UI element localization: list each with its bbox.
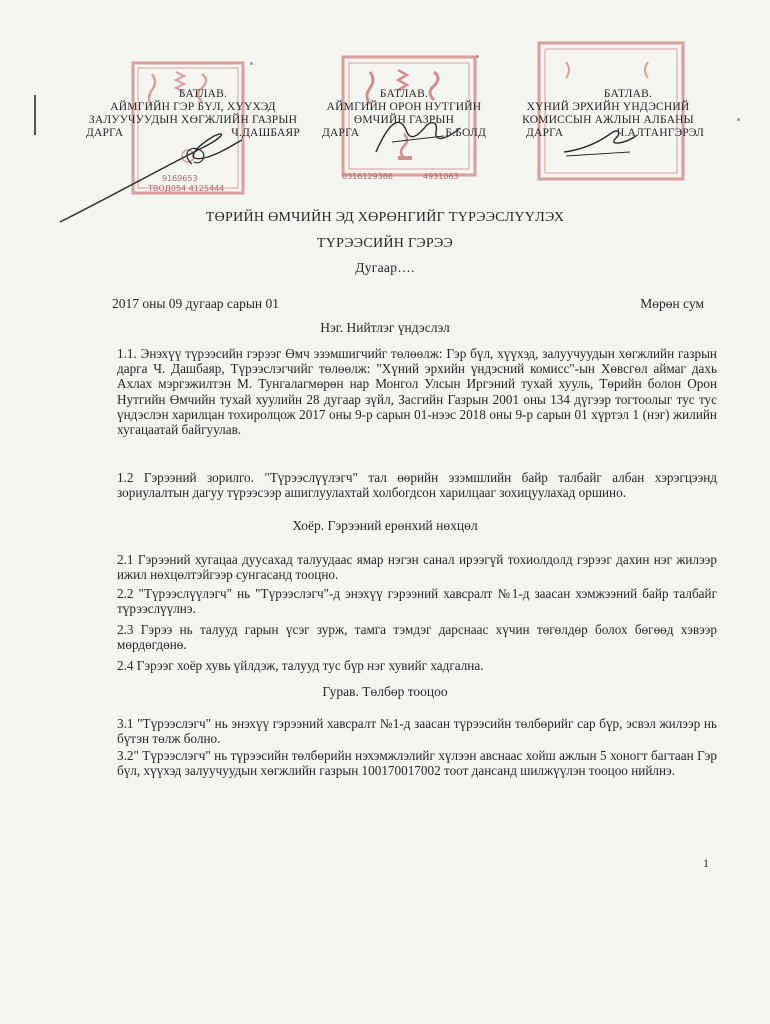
section-heading: Хоёр. Гэрээний ерөнхий нөхцөл	[292, 518, 478, 533]
paragraph-2-4: 2.4 Гэрээг хоёр хувь үйлдэж, талууд тус бүр нэг хувийг хадгална.	[117, 658, 484, 673]
approval-heading: БАТЛАВ.	[603, 88, 653, 100]
approval-role: ДАРГА	[322, 127, 360, 139]
paragraph-2-1: 2.1 Гэрээний хугацаа дуусахад талуудаас ямар нэгэн санал ирээгүй тохиолдолд гэрээг дахин нэг жилээр ижил нөхцөлтэйгээр сунгасанд тооцно.	[117, 552, 717, 583]
paragraph-1-2: 1.2 Гэрээний зорилго. "Түрээслүүлэгч" тал өөрийн эзэмшлийн байр талбайг албан хэрэгцээнд зориулалтын дагуу түрээсээр ашиглуулахтай холбогдсон харилцааг зохицуулахад оршино.	[117, 470, 717, 501]
document-date: 2017 оны 09 дугаар сарын 01	[112, 296, 280, 311]
approval-org-line: ӨМЧИЙН ГАЗРЫН	[353, 114, 455, 126]
approval-org-line: ХҮНИЙ ЭРХИЙН ҮНДЭСНИЙ	[526, 101, 690, 113]
section-heading: Гурав. Төлбөр тооцоо	[322, 684, 448, 699]
approval-name: Ч.ДАШБАЯР	[231, 127, 300, 139]
approval-heading: БАТЛАВ.	[379, 88, 429, 100]
approval-org-line: АЙМГИЙН ОРОН НУТГИЙН	[326, 101, 482, 113]
seal-number: 0316129386	[342, 172, 393, 181]
signature-2	[372, 112, 472, 160]
scan-edge-mark	[34, 95, 36, 135]
approval-role: ДАРГА	[526, 127, 564, 139]
document-subtitle: ТҮРЭЭСИЙН ГЭРЭЭ	[316, 236, 454, 251]
paragraph-1-1: 1.1. Энэхүү түрээсийн гэрээг Өмч эзэмшигчийг төлөөлж: Гэр бүл, хүүхэд, залуучуудын хөгжлийн газрын дарга Ч. Дашбаяр, Түрээслэгчийг төлөөлж: "Хүний эрхийн үндэсний комисс"-ын Хөвсгөл аймаг дахь Ахлах мэргэжилтэн М. Тунгалагмөрөн нар Монгол Улсын Иргэний тухай хууль, Төрийн болон Орон Нутгийн Өмчийн тухай хуулийн 28 дугаар зүйл, Засгийн Газрын 2001 оны 134 дүгээр тогтоолыг тус тус үндэслэн харилцан тохиролцож 2017 оны 9-р сарын 01-нээс 2018 оны 9-р сарын 01 хүртэл 1 (нэг) жилийн хугацаатай байгуулав.	[117, 346, 717, 438]
seal-number: ТВОД054 4125444	[148, 184, 225, 193]
approval-heading: БАТЛАВ.	[178, 88, 228, 100]
document-place: Мөрөн сум	[640, 296, 704, 311]
paragraph-3-2: 3.2" Түрээслэгч" нь түрээсийн төлбөрийн нэхэмжлэлийг хүлээн авснаас хойш ажлын 5 хоногт багтаан Гэр бүл, хүүхэд залуучуудын хөгжлийн газрын 100170017002 тоот дансанд шилжүүлэн тооцоо нийлнэ.	[117, 748, 717, 779]
section-heading: Нэг. Нийтлэг үндэслэл	[320, 320, 450, 335]
paragraph-2-2: 2.2 "Түрээслүүлэгч" нь "Түрээслэгч"-д энэхүү гэрээний хавсралт №1-д заасан хэмжээний байр талбайг түрээслүүлнэ.	[117, 586, 717, 617]
approval-name: Ч.АЛТАНГЭРЭЛ	[616, 127, 704, 139]
signature-3	[560, 124, 640, 158]
approval-org-line: КОМИССЫН АЖЛЫН АЛБАНЫ	[522, 114, 694, 126]
paragraph-3-1: 3.1 "Түрээслэгч" нь энэхүү гэрээний хавсралт №1-д заасан түрээсийн төлбөрийг сар бүр, эсвэл жилээр нь бүтэн төлж болно.	[117, 716, 717, 747]
seal-number: 9169653	[162, 174, 198, 183]
document-number: Дугаар….	[355, 260, 415, 275]
paragraph-2-3: 2.3 Гэрээ нь талууд гарын үсэг зурж, тамга тэмдэг дарснаас хүчин төгөлдөр болох бөгөөд хэвээр мөрдөгдөнө.	[117, 622, 717, 653]
seal-number: 4931063	[423, 172, 459, 181]
date-place-row	[112, 296, 704, 312]
scan-dust	[250, 62, 253, 65]
approval-org-line: ЗАЛУУЧУУДЫН ХӨГЖЛИЙН ГАЗРЫН	[88, 114, 298, 126]
scan-dust	[737, 118, 740, 121]
signature-1	[52, 118, 252, 228]
approval-role: ДАРГА	[86, 127, 124, 139]
document-title: ТӨРИЙН ӨМЧИЙН ЭД ХӨРӨНГИЙГ ТҮРЭЭСЛҮҮЛЭХ	[205, 210, 565, 225]
page-number: 1	[703, 856, 709, 870]
approval-org-line: АЙМГИЙН ГЭР БҮЛ, ХҮҮХЭД	[110, 101, 276, 113]
approval-name: Б.БОЛД	[445, 127, 486, 139]
